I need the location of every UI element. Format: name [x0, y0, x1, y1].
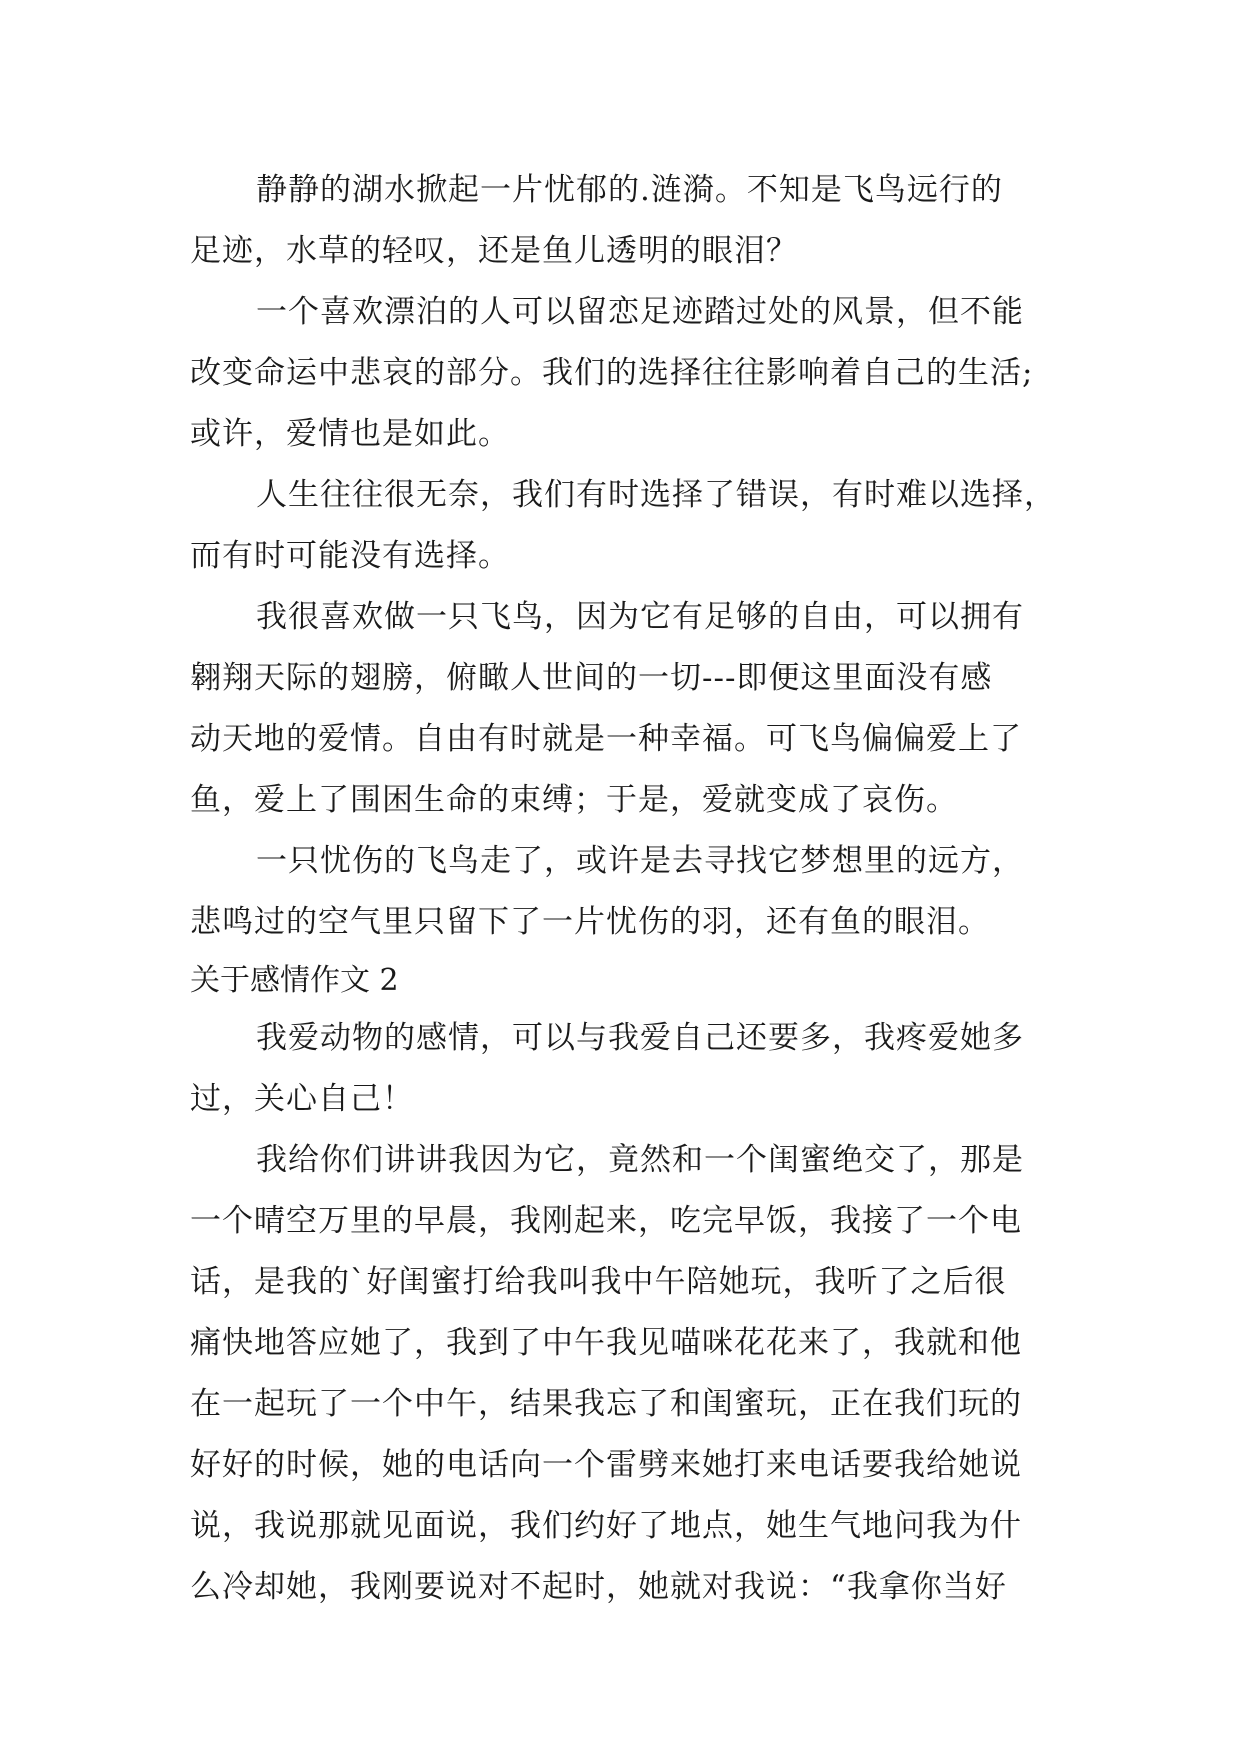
paragraph-2-line-3: 或许，爱情也是如此。 — [190, 416, 510, 452]
paragraph-6-line-1: 我爱动物的感情，可以与我爱自己还要多，我疼爱她多 — [256, 1020, 1024, 1056]
paragraph-5-line-2: 悲鸣过的空气里只留下了一片忧伤的羽，还有鱼的眼泪。 — [190, 904, 990, 940]
paragraph-2-line-2: 改变命运中悲哀的部分。我们的选择往往影响着自己的生活; — [190, 355, 1034, 391]
paragraph-7-line-2: 一个晴空万里的早晨，我刚起来，吃完早饭，我接了一个电 — [190, 1203, 1022, 1239]
paragraph-3-line-2: 而有时可能没有选择。 — [190, 538, 510, 574]
paragraph-3-line-1: 人生往往很无奈，我们有时选择了错误，有时难以选择， — [256, 477, 1056, 513]
paragraph-4-line-3: 动天地的爱情。自由有时就是一种幸福。可飞鸟偏偏爱上了 — [190, 721, 1022, 757]
paragraph-4-line-4: 鱼，爱上了围困生命的束缚；于是，爱就变成了哀伤。 — [190, 782, 958, 818]
paragraph-7-line-3: 话，是我的`好闺蜜打给我叫我中午陪她玩，我听了之后很 — [190, 1264, 1007, 1300]
paragraph-7-line-4: 痛快地答应她了，我到了中午我见喵咪花花来了，我就和他 — [190, 1325, 1022, 1361]
paragraph-7-line-5: 在一起玩了一个中午，结果我忘了和闺蜜玩，正在我们玩的 — [190, 1386, 1022, 1422]
document-body — [190, 160, 1056, 1618]
paragraph-7-line-1: 我给你们讲讲我因为它，竟然和一个闺蜜绝交了，那是 — [256, 1142, 1024, 1178]
paragraph-6-line-2: 过，关心自己！ — [190, 1081, 414, 1117]
paragraph-7-line-8: 么冷却她，我刚要说对不起时，她就对我说：“我拿你当好 — [190, 1569, 1007, 1605]
paragraph-4-line-1: 我很喜欢做一只飞鸟，因为它有足够的自由，可以拥有 — [256, 599, 1024, 635]
paragraph-1-line-2: 足迹，水草的轻叹，还是鱼儿透明的眼泪？ — [190, 233, 798, 269]
paragraph-1-line-1: 静静的湖水掀起一片忧郁的.涟漪。不知是飞鸟远行的 — [256, 172, 1003, 208]
paragraph-7-line-6: 好好的时候，她的电话向一个雷劈来她打来电话要我给她说 — [190, 1447, 1022, 1483]
paragraph-5-line-1: 一只忧伤的飞鸟走了，或许是去寻找它梦想里的远方， — [256, 843, 1024, 879]
paragraph-4-line-2: 翱翔天际的翅膀，俯瞰人世间的一切---即便这里面没有感 — [190, 660, 993, 696]
section-heading: 关于感情作文 2 — [190, 963, 399, 998]
paragraph-2-line-1: 一个喜欢漂泊的人可以留恋足迹踏过处的风景，但不能 — [256, 294, 1024, 330]
paragraph-7-line-7: 说，我说那就见面说，我们约好了地点，她生气地问我为什 — [190, 1508, 1022, 1544]
